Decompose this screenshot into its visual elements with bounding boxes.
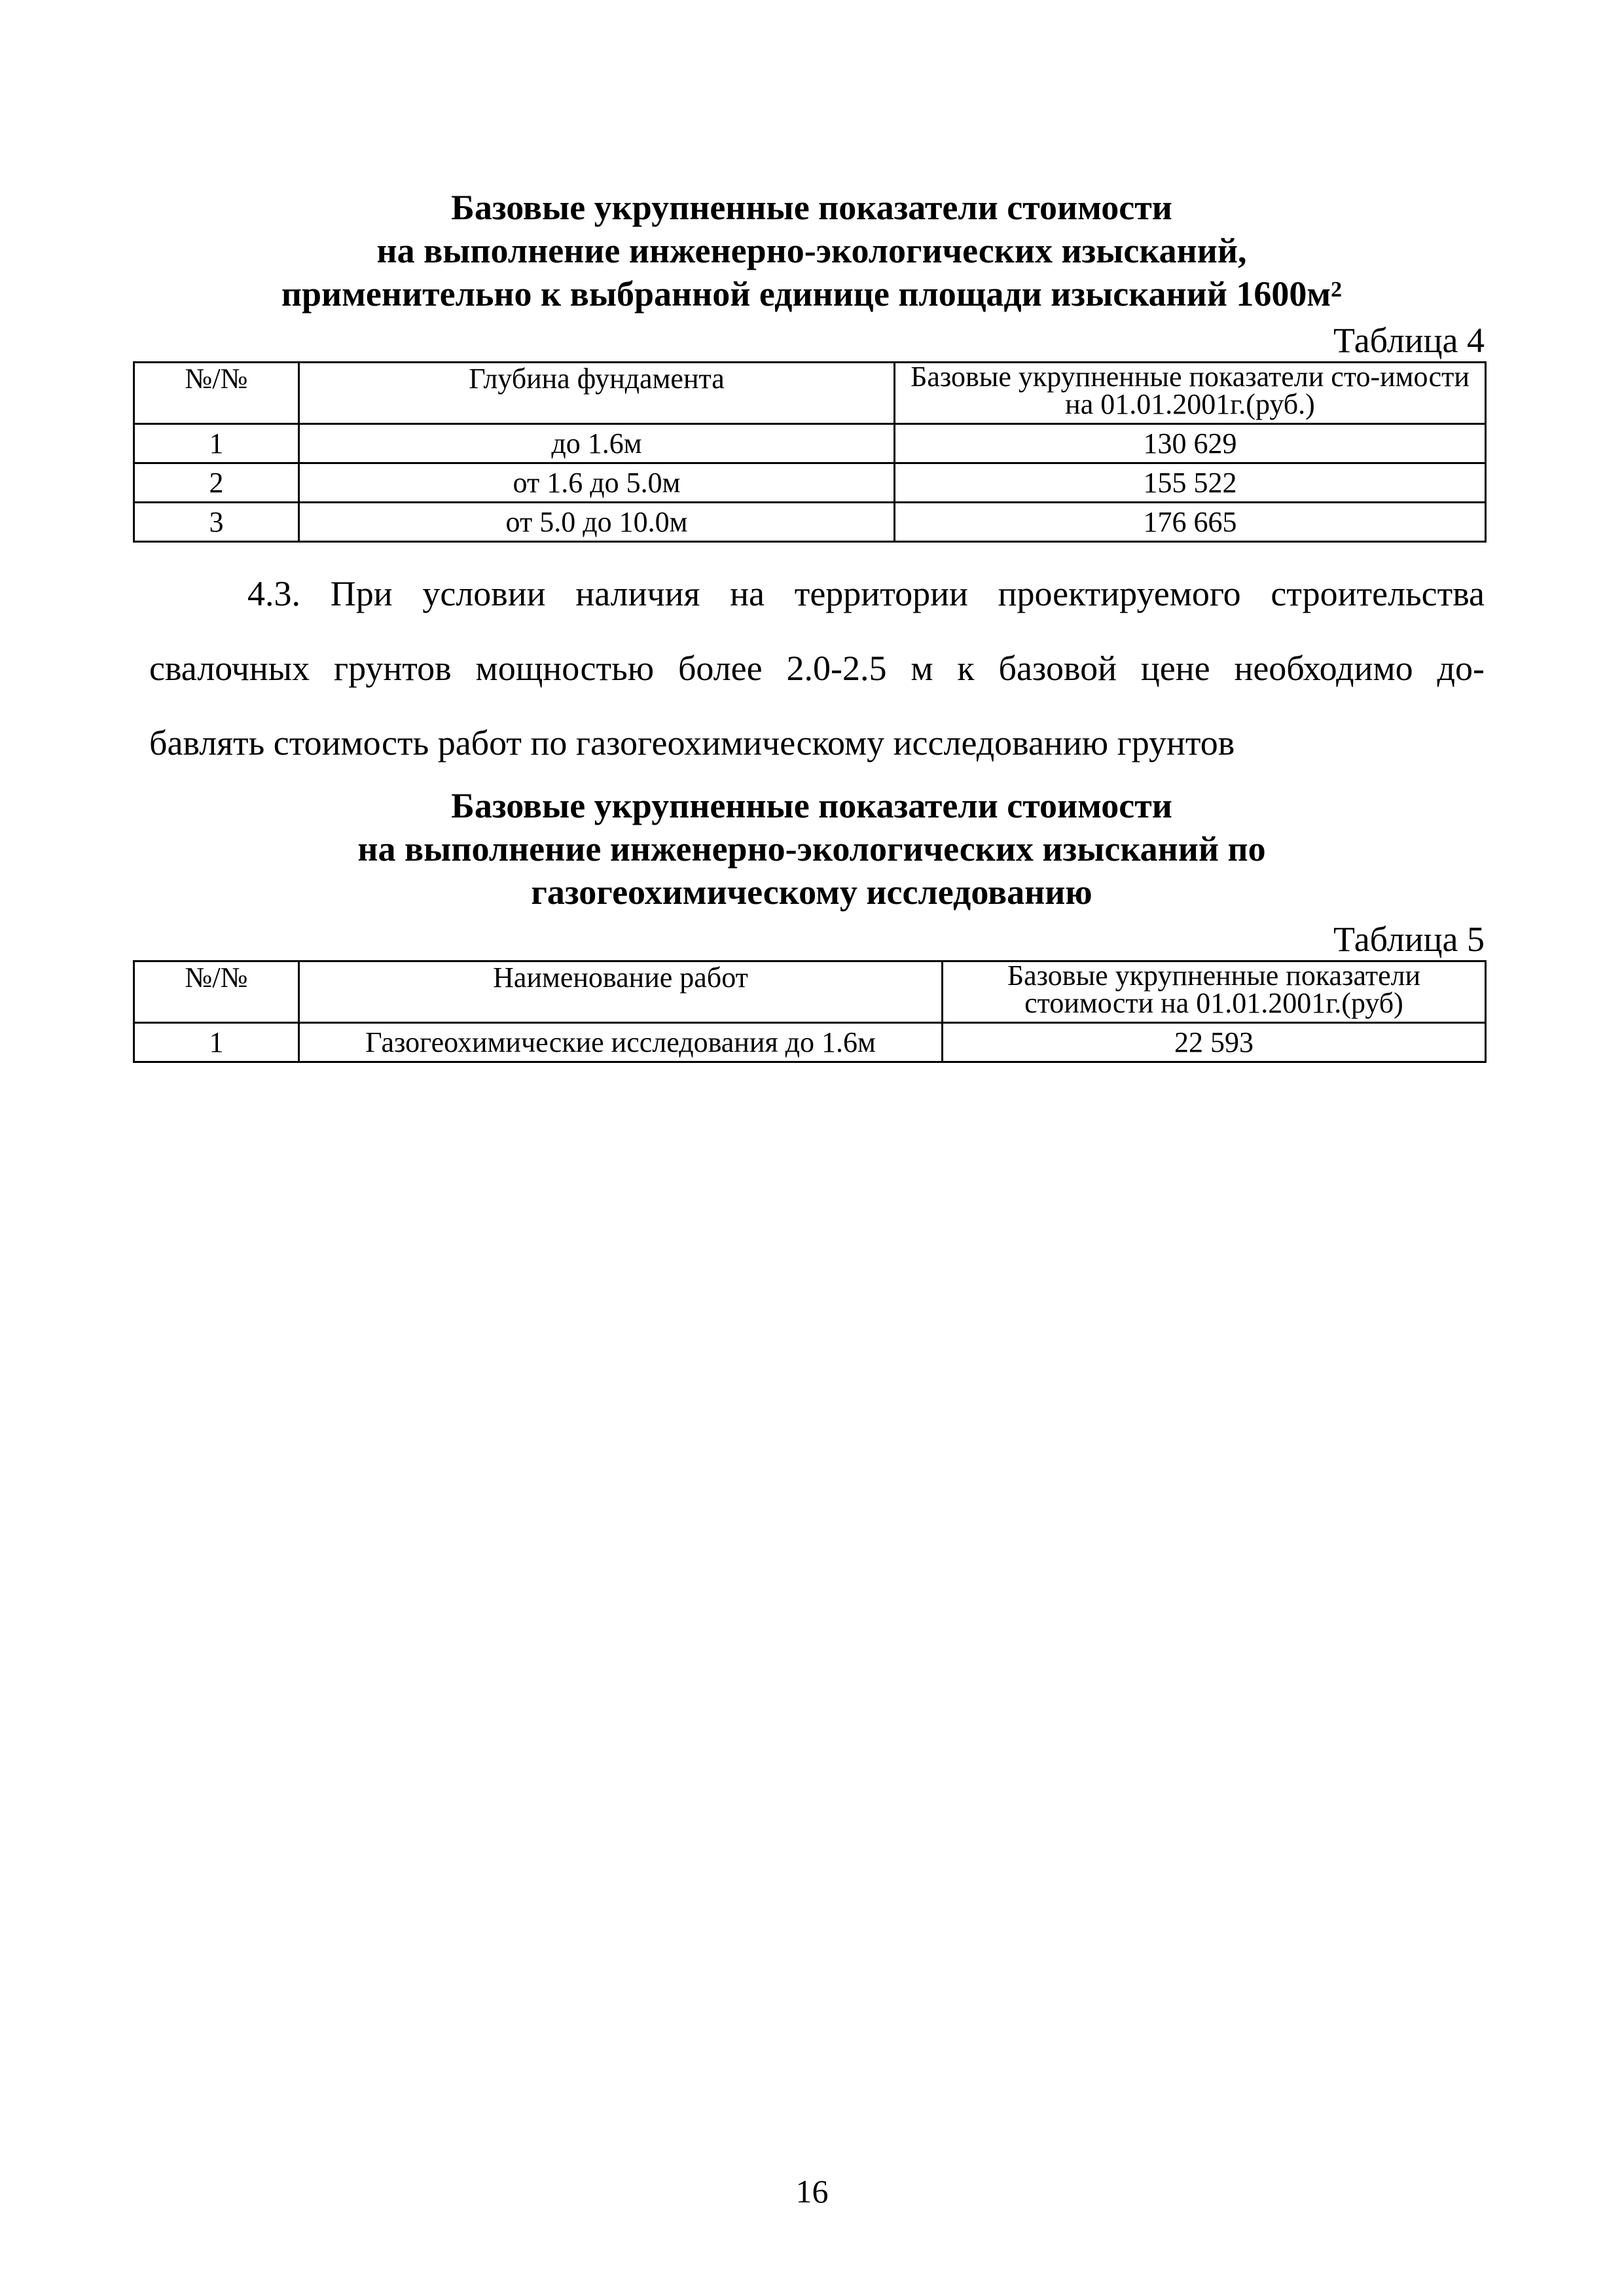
header-cell-cost: Базовые укрупненные показатели сто-имости на 01.01.2001г.(руб.): [895, 363, 1486, 424]
header-cell-number: №/№: [134, 363, 299, 424]
header-cell-work-name: Наименование работ: [299, 961, 943, 1023]
table-5-caption: Таблица 5: [1333, 920, 1485, 959]
cell-number: 2: [134, 463, 299, 503]
table-header-row: [134, 961, 1486, 1023]
table-row: [134, 424, 1486, 463]
cell-number: 1: [134, 424, 299, 463]
heading-line: на выполнение инженерно-экологических изысканий по: [357, 829, 1266, 869]
paragraph-line: бавлять стоимость работ по газогеохимическому исследованию грунтов: [149, 723, 1235, 762]
heading-line: газогеохимическому исследованию: [531, 872, 1092, 912]
table-row: [134, 503, 1486, 542]
header-cell-number: №/№: [134, 961, 299, 1023]
table-row: [134, 463, 1486, 503]
cell-depth: от 1.6 до 5.0м: [299, 463, 895, 503]
superscript-2: 2: [1331, 278, 1343, 302]
cell-cost: 22 593: [943, 1023, 1486, 1062]
header-cell-depth: Глубина фундамента: [299, 363, 895, 424]
cell-cost: 130 629: [895, 424, 1486, 463]
table-4-heading: [131, 186, 1492, 315]
cell-cost: 176 665: [895, 503, 1486, 542]
heading-line: Базовые укрупненные показатели стоимости: [451, 188, 1172, 227]
heading-line: Базовые укрупненные показатели стоимости: [451, 786, 1172, 825]
table-4-caption: Таблица 4: [1333, 321, 1485, 360]
table-row: [134, 1023, 1486, 1062]
heading-line-text: применительно к выбранной единице площади изысканий 1600м: [281, 274, 1331, 314]
cell-number: 1: [134, 1023, 299, 1062]
heading-line: [131, 272, 1492, 315]
heading-line: на выполнение инженерно-экологических изысканий,: [376, 231, 1247, 270]
table-4: [133, 361, 1487, 543]
paragraph-4-3: [149, 556, 1485, 780]
cell-number: 3: [134, 503, 299, 542]
cell-depth: до 1.6м: [299, 424, 895, 463]
page-number: 16: [795, 2173, 829, 2210]
table-5-heading: [131, 784, 1492, 914]
table-5: [133, 960, 1487, 1063]
cell-depth: от 5.0 до 10.0м: [299, 503, 895, 542]
cell-work-name: Газогеохимические исследования до 1.6м: [299, 1023, 943, 1062]
cell-cost: 155 522: [895, 463, 1486, 503]
header-cell-cost: Базовые укрупненные показатели стоимости на 01.01.2001г.(руб): [943, 961, 1486, 1023]
table-header-row: [134, 363, 1486, 424]
paragraph-line: свалочных грунтов мощностью более 2.0-2.5 м к базовой цене необходимо до-: [149, 649, 1485, 688]
paragraph-line: 4.3. При условии наличия на территории проектируемого строительства: [247, 574, 1485, 613]
